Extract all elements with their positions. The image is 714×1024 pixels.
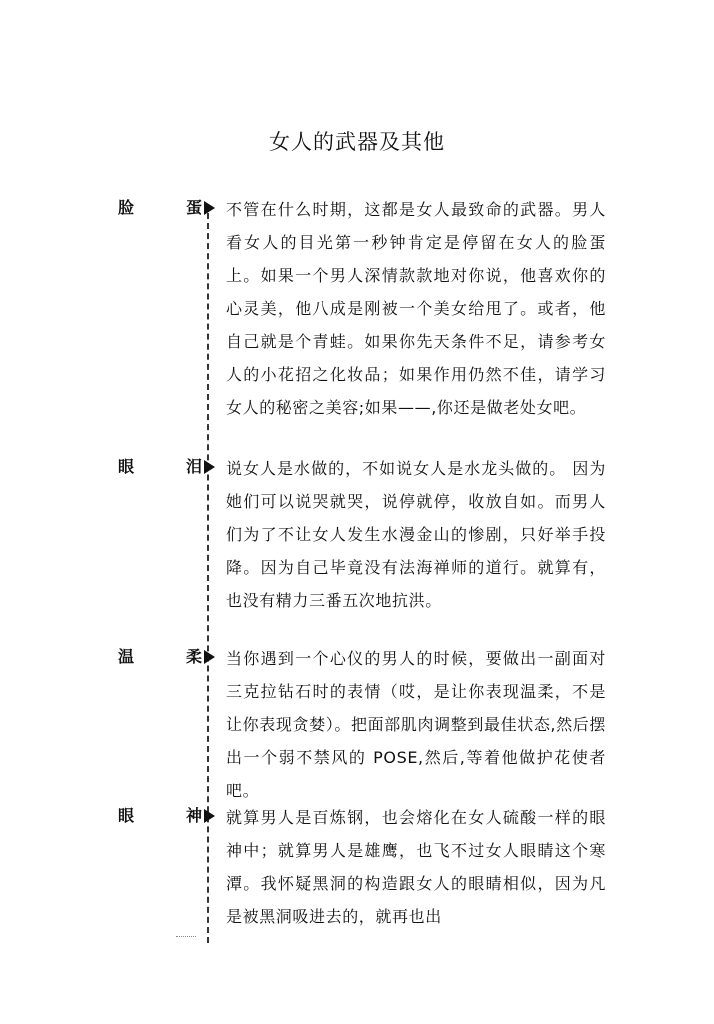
- section-body: 当你遇到一个心仪的男人的时候，要做出一副面对三克拉钻石时的表情（哎，是让你表现温柔，不是让你表现贪婪）。把面部肌肉调整到最佳状态,然后摆出一个弱不禁风的 POSE,然后,等着他做护花使者吧。: [226, 649, 606, 800]
- section-heading: [118, 801, 202, 831]
- heading-char-last: 柔: [185, 647, 202, 666]
- heading-char-last: 泪: [185, 457, 202, 476]
- section-heading: [118, 642, 202, 672]
- heading-char-first: 眼: [118, 457, 135, 476]
- section-body: 说女人是水做的，不如说女人是水龙头做的。 因为她们可以说哭就哭，说停就停，收放自如。而男人们为了不让女人发生水漫金山的惨剧，只好举手投降。因为自己毕竟没有法海禅师的道行。就算有，也没有精力三番五次地抗洪。: [226, 459, 606, 610]
- triangle-marker-icon: [204, 201, 215, 215]
- heading-char-last: 神: [185, 806, 202, 825]
- heading-char-first: 脸: [118, 198, 135, 217]
- dotted-mark: [176, 936, 196, 937]
- dashed-timeline: [207, 213, 209, 943]
- triangle-marker-icon: [204, 650, 215, 664]
- section-body: 就算男人是百炼钢，也会熔化在女人硫酸一样的眼神中；就算男人是雄鹰，也飞不过女人眼睛这个寒潭。我怀疑黑洞的构造跟女人的眼睛相似，因为凡是被黑洞吸进去的，就再也出: [226, 808, 606, 926]
- triangle-marker-icon: [204, 460, 215, 474]
- heading-char-first: 温: [118, 647, 135, 666]
- section-body: 不管在什么时期，这都是女人最致命的武器。男人看女人的目光第一秒钟肯定是停留在女人的脸蛋上。如果一个男人深情款款地对你说，他喜欢你的心灵美，他八成是刚被一个美女给甩了。或者，他自己就是个青蛙。如果你先天条件不足，请参考女人的小花招之化妆品；如果作用仍然不佳，请学习女人的秘密之美容;如果——,你还是做老处女吧。: [226, 200, 606, 417]
- section-heading: [118, 193, 202, 223]
- heading-char-last: 蛋: [185, 198, 202, 217]
- page-title: 女人的武器及其他: [269, 130, 445, 154]
- triangle-marker-icon: [204, 809, 215, 823]
- section-heading: [118, 452, 202, 482]
- heading-char-first: 眼: [118, 806, 135, 825]
